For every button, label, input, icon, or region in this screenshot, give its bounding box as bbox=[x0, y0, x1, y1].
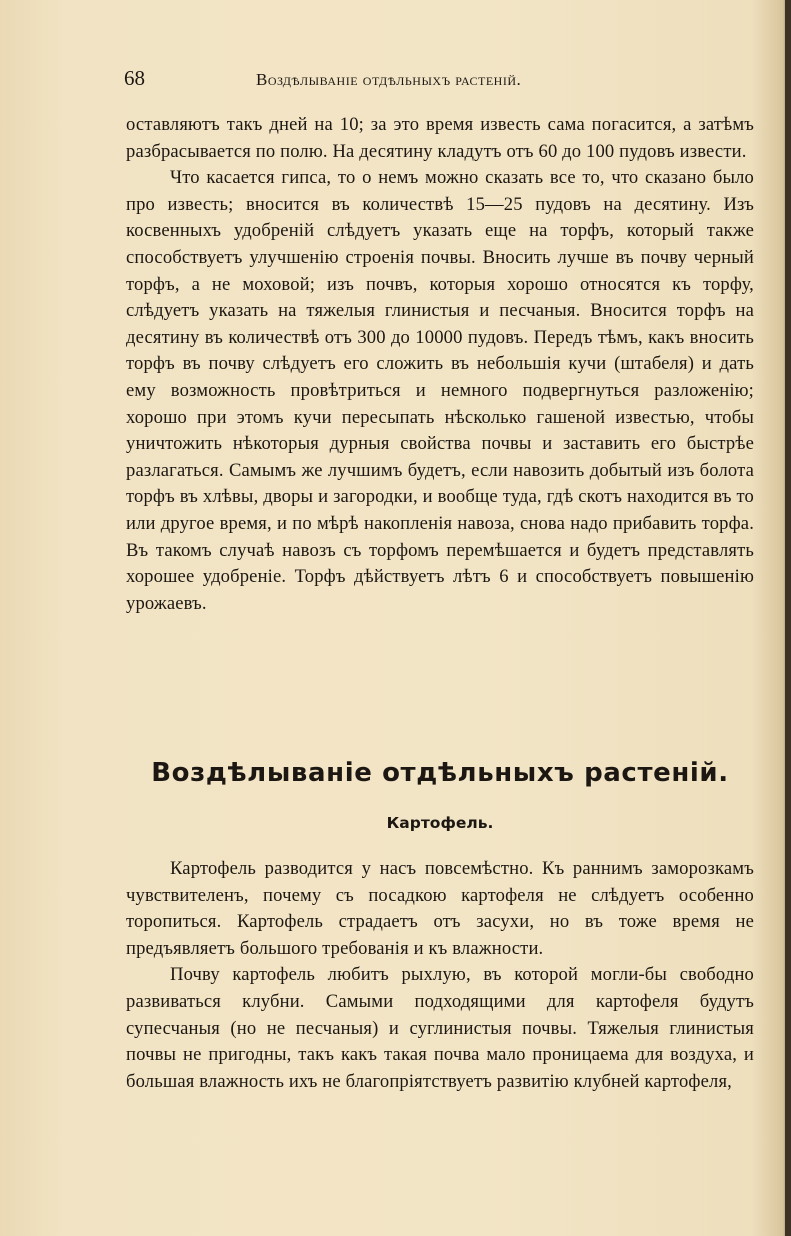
top-text-block bbox=[126, 112, 754, 617]
paragraph-lime-continuation: оставляютъ такъ дней на 10; за это время известь сама погасится, а затѣмъ разбрасывается по полю. На десятину кладутъ отъ 60 до 100 пудовъ извести. bbox=[126, 114, 754, 162]
page-edge-shadow bbox=[785, 0, 791, 1236]
paragraph-gypsum-peat: Что касается гипса, то о немъ можно сказать все то, что сказано было про известь; вносится въ количествѣ 15—25 пудовъ на десятину. Изъ косвенныхъ удобреній слѣдуетъ указать еще на торфъ, который также способствуетъ улучшенію строенія почвы. Вносить лучше въ почву черный торфъ, а не моховой; изъ почвъ, которыя хорошо относятся къ торфу, слѣдуетъ указать на тяжелыя глинистыя и песчаныя. Вносится торфъ на десятину въ количествѣ отъ 300 до 10000 пудовъ. Передъ тѣмъ, какъ вносить торфъ въ почву слѣдуетъ его сложить въ небольшія кучи (штабеля) и дать ему возможность провѣтриться и немного подвергнуться разложенію; хорошо при этомъ кучи пересыпать нѣсколько гашеной известью, чтобы уничтожить нѣкоторыя дурныя свойства почвы и заставить его быстрѣе разлагаться. Самымъ же лучшимъ будетъ, если навозить добытый изъ болота торфъ въ хлѣвы, дворы и загородки, и вообще туда, гдѣ скотъ находится въ то или другое время, и по мѣрѣ накопленія навоза, снова надо прибавить торфа. Въ такомъ случаѣ навозъ съ торфомъ перемѣшается и будетъ представлять хорошее удобреніе. Торфъ дѣйствуетъ лѣтъ 6 и способствуетъ повышенію урожаевъ. bbox=[126, 167, 754, 614]
section-title: Воздѣлываніе отдѣльныхъ растеній. bbox=[151, 758, 729, 788]
page-header bbox=[124, 66, 744, 94]
section-subtitle: Картофель. bbox=[386, 814, 494, 832]
bottom-text-block bbox=[126, 856, 754, 1095]
paragraph-potato-soil: Почву картофель любитъ рыхлую, въ которой могли-бы свободно развиваться клубни. Самыми подходящими для картофеля будутъ супесчаныя (но не песчаныя) и суглинистыя почвы. Тяжелыя глинистыя почвы не пригодны, такъ какъ такая почва мало проницаема для воздуха, и большая влажность ихъ не благопріятствуетъ развитію клубней картофеля, bbox=[126, 964, 754, 1092]
page-number: 68 bbox=[124, 66, 145, 90]
paragraph-potato-intro: Картофель разводится у насъ повсемѣстно. Къ раннимъ заморозкамъ чувствителенъ, почему съ посадкою картофеля не слѣдуетъ особенно торопиться. Картофель страдаетъ отъ засухи, но въ тоже время не предъявляетъ большого требованія и къ влажности. bbox=[126, 858, 754, 959]
running-head: Воздѣлываніе отдѣльныхъ растеній. bbox=[256, 70, 522, 89]
